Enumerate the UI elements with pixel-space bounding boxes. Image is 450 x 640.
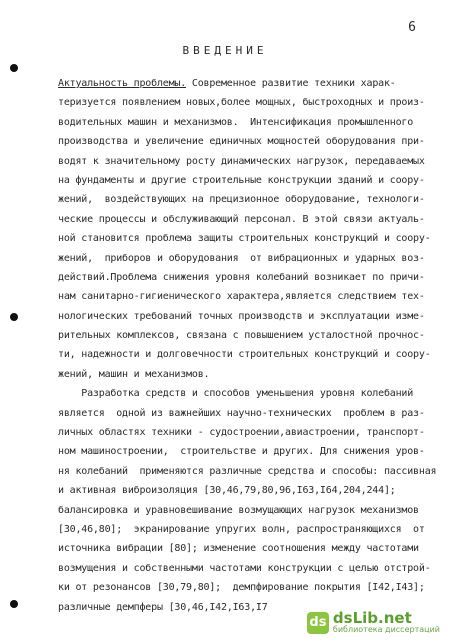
watermark <box>307 611 440 634</box>
text-line: ческие процессы и обслуживающий персонал. В этой связи актуаль- <box>58 213 425 225</box>
text-line: Разработка средств и способов уменьшения уровня колебаний <box>58 388 414 400</box>
watermark-title: dsLib.net <box>332 609 412 627</box>
punch-hole-bottom <box>10 600 18 608</box>
text-line: жений, воздействующих на прецизионное оборудование, технологи- <box>58 194 425 206</box>
text-line: ки от резонансов [30,79,80]; демпфирование покрытия [I42,I43]; <box>58 582 425 594</box>
text-line: ня колебаний применяются различные средства и способы: пассивная <box>58 465 437 477</box>
watermark-logo-icon: ds <box>307 612 329 634</box>
page-number: 6 <box>408 20 416 35</box>
text-line: личных областях техники - судостроении,авиастроении, транспорт- <box>58 427 425 439</box>
text-line: теризуется появлением новых,более мощных, быстроходных и произ- <box>58 97 425 109</box>
text-line: производства и увеличение единичных мощностей оборудования при- <box>58 136 425 148</box>
text-line: жений, приборов и оборудования от вибрационных и ударных воз- <box>58 252 425 264</box>
line-text: Современное развитие техники харак- <box>186 78 396 89</box>
text-line: на фундаменты и другие строительные конструкции зданий и соору- <box>58 174 425 186</box>
text-line: нам санитарно-гигиенического характера,является следствием тех- <box>58 291 425 303</box>
text-line: ном машиностроении, строительстве и других. Для снижения уров- <box>58 446 425 458</box>
text-line: жений, машин и механизмов. <box>58 368 210 380</box>
text-line: ной становится проблема защиты строительных конструкций и соору- <box>58 233 431 245</box>
text-line: ти, надежности и долговечности строительных конструкций и соору- <box>58 349 431 361</box>
section-heading: ВВЕДЕНИЕ <box>182 44 268 57</box>
text-line: балансировка и уравновешивание возмущающих нагрузок механизмов <box>58 504 419 516</box>
text-line: рительных комплексов, связана с повышением усталостной прочнос- <box>58 330 425 342</box>
punch-hole-middle <box>10 313 18 321</box>
watermark-subtitle: библиотека диссертаций <box>332 625 440 634</box>
text-line: является одной из важнейших научно-технических проблем в раз- <box>58 407 425 419</box>
text-line: возмущения и собственными частотами конструкции с целью отстрой- <box>58 562 431 574</box>
section-lead-label: Актуальность проблемы. <box>58 78 187 89</box>
text-line: [30,46,80]; экранирование упругих волн, распространяющихся от <box>58 523 425 535</box>
text-line: источника вибрации [80]; изменение соотношения между частотами <box>58 543 419 555</box>
text-line: различные демпферы [30,46,I42,I63,I7 <box>58 601 268 613</box>
punch-hole-top <box>10 64 18 72</box>
text-line: и активная виброизоляция [30,46,79,80,96,I63,I64,204,244]; <box>58 485 396 497</box>
text-line: водительных машин и механизмов. Интенсификация промышленного <box>58 116 414 128</box>
text-line <box>58 74 430 93</box>
text-line: водят к значительному росту динамических нагрузок, передаваемых <box>58 155 425 167</box>
body-text <box>58 74 437 617</box>
text-line: действий.Проблема снижения уровня колебаний возникает по причи- <box>58 271 425 283</box>
text-line: нологических требований точных производств и эксплуатации изме- <box>58 310 425 322</box>
